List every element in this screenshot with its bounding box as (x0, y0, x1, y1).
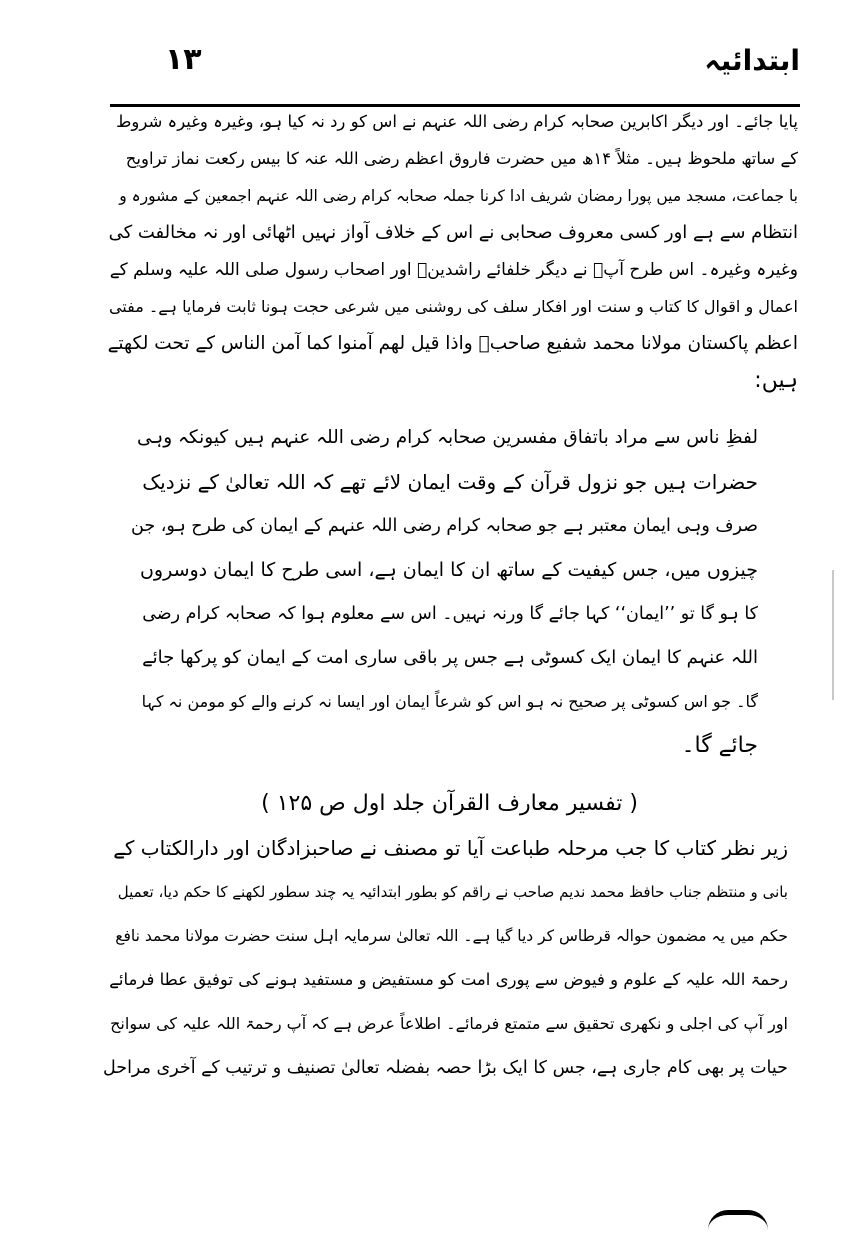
paragraph-line: زیر نظر کتاب کا جب مرحلہ طباعت آیا تو مصنف نے صاحبزادگان اور دارالکتاب کے (113, 836, 788, 860)
paragraph-line: حکم میں یہ مضمون حوالہ قرطاس کر دیا گیا ہے۔ اللہ تعالیٰ سرمایہ اہل سنت حضرت مولانا محمد نافع (115, 927, 788, 945)
body-line: پایا جائے۔ اور دیگر اکابرین صحابہ کرام رضی اللہ عنہم نے اس کو رد نہ کیا ہو، وغیرہ وغیرہ شروط (116, 112, 798, 131)
quote-line: لفظِ ناس سے مراد باتفاق مفسرین صحابہ کرام رضی اللہ عنہم ہیں کیونکہ وہی (136, 427, 758, 448)
body-line: با جماعت، مسجد میں پورا رمضان شریف ادا کرنا جملہ صحابہ کرام رضی اللہ عنہم اجمعین کے مشورہ و (119, 187, 798, 205)
quote-line: صرف وہی ایمان معتبر ہے جو صحابہ کرام رضی اللہ عنہم کے ایمان کی طرح ہو، جن (131, 516, 758, 536)
quote-line: گا۔ جو اس کسوٹی پر صحیح نہ ہو اس کو شرعاً ایمان اور ایسا نہ کرنے والے کو مومن نہ کہا (141, 692, 758, 711)
page-header (110, 40, 800, 96)
body-line: اعظم پاکستان مولانا محمد شفیع صاحبؒ واذا قیل لھم آمنوا کما آمن الناس کے تحت لکھتے (107, 333, 798, 354)
paragraph-line: اور آپ کی اجلی و نکھری تحقیق سے متمتع فرمائے۔ اطلاعاً عرض ہے کہ آپ رحمۃ اللہ علیہ کی سوانح (110, 1014, 788, 1033)
body-line: ہیں: (754, 368, 798, 393)
page-number: ۱۳ (165, 42, 202, 77)
paragraph-line: رحمۃ اللہ علیہ کے علوم و فیوض سے پوری امت کو مستفیض و مستفید ہونے کی توفیق عطا فرمائے (109, 970, 788, 989)
body-line: اعمال و اقوال کا کتاب و سنت اور افکار سلف کی روشنی میں شرعی حجت ہونا ثابت فرمایا ہے۔ مفتی (108, 297, 798, 316)
quote-line: چیزوں میں، جس کیفیت کے ساتھ ان کا ایمان ہے، اسی طرح کا ایمان دوسروں (139, 559, 758, 581)
chapter-title: ابتدائیہ (704, 44, 800, 77)
scan-margin-line (832, 570, 834, 700)
quote-line: جائے گا۔ (681, 733, 758, 758)
body-line: انتظام سے ہے اور کسی معروف صحابی نے اس کے خلاف آواز نہیں اٹھائی اور نہ مخالفت کی (108, 222, 798, 243)
body-line: وغیرہ وغیرہ۔ اس طرح آپؒ نے دیگر خلفائے راشدینؓ اور اصحاب رسول صلی اللہ علیہ وسلم کے (109, 260, 798, 280)
citation-reference: ( تفسیر معارف القرآن جلد اول ص ۱۲۵ ) (261, 791, 638, 816)
quote-line: کا ہو گا تو ’’ایمان‘‘ کہا جائے گا ورنہ نہیں۔ اس سے معلوم ہوا کہ صحابہ کرام رضی (142, 604, 758, 624)
quote-line: حضرات ہیں جو نزول قرآن کے وقت ایمان لائے تھے کہ اللہ تعالیٰ کے نزدیک (142, 470, 758, 494)
scan-corner-mark (708, 1210, 768, 1233)
body-line: کے ساتھ ملحوظ ہیں۔ مثلاً ۱۴ھ میں حضرت فاروق اعظم رضی اللہ عنہ کا بیس رکعت نماز تراویح (125, 149, 798, 168)
quote-line: اللہ عنہم کا ایمان ایک کسوٹی ہے جس پر باقی ساری امت کے ایمان کو پرکھا جائے (142, 647, 758, 668)
paragraph-line: بانی و منتظم جناب حافظ محمد ندیم صاحب نے راقم کو بطور ابتدائیہ یہ چند سطور لکھنے کا حکم دیا، تعمیل (117, 883, 788, 901)
paragraph-line: حیات پر بھی کام جاری ہے، جس کا ایک بڑا حصہ بفضلہ تعالیٰ تصنیف و ترتیب کے آخری مراحل (103, 1058, 788, 1078)
